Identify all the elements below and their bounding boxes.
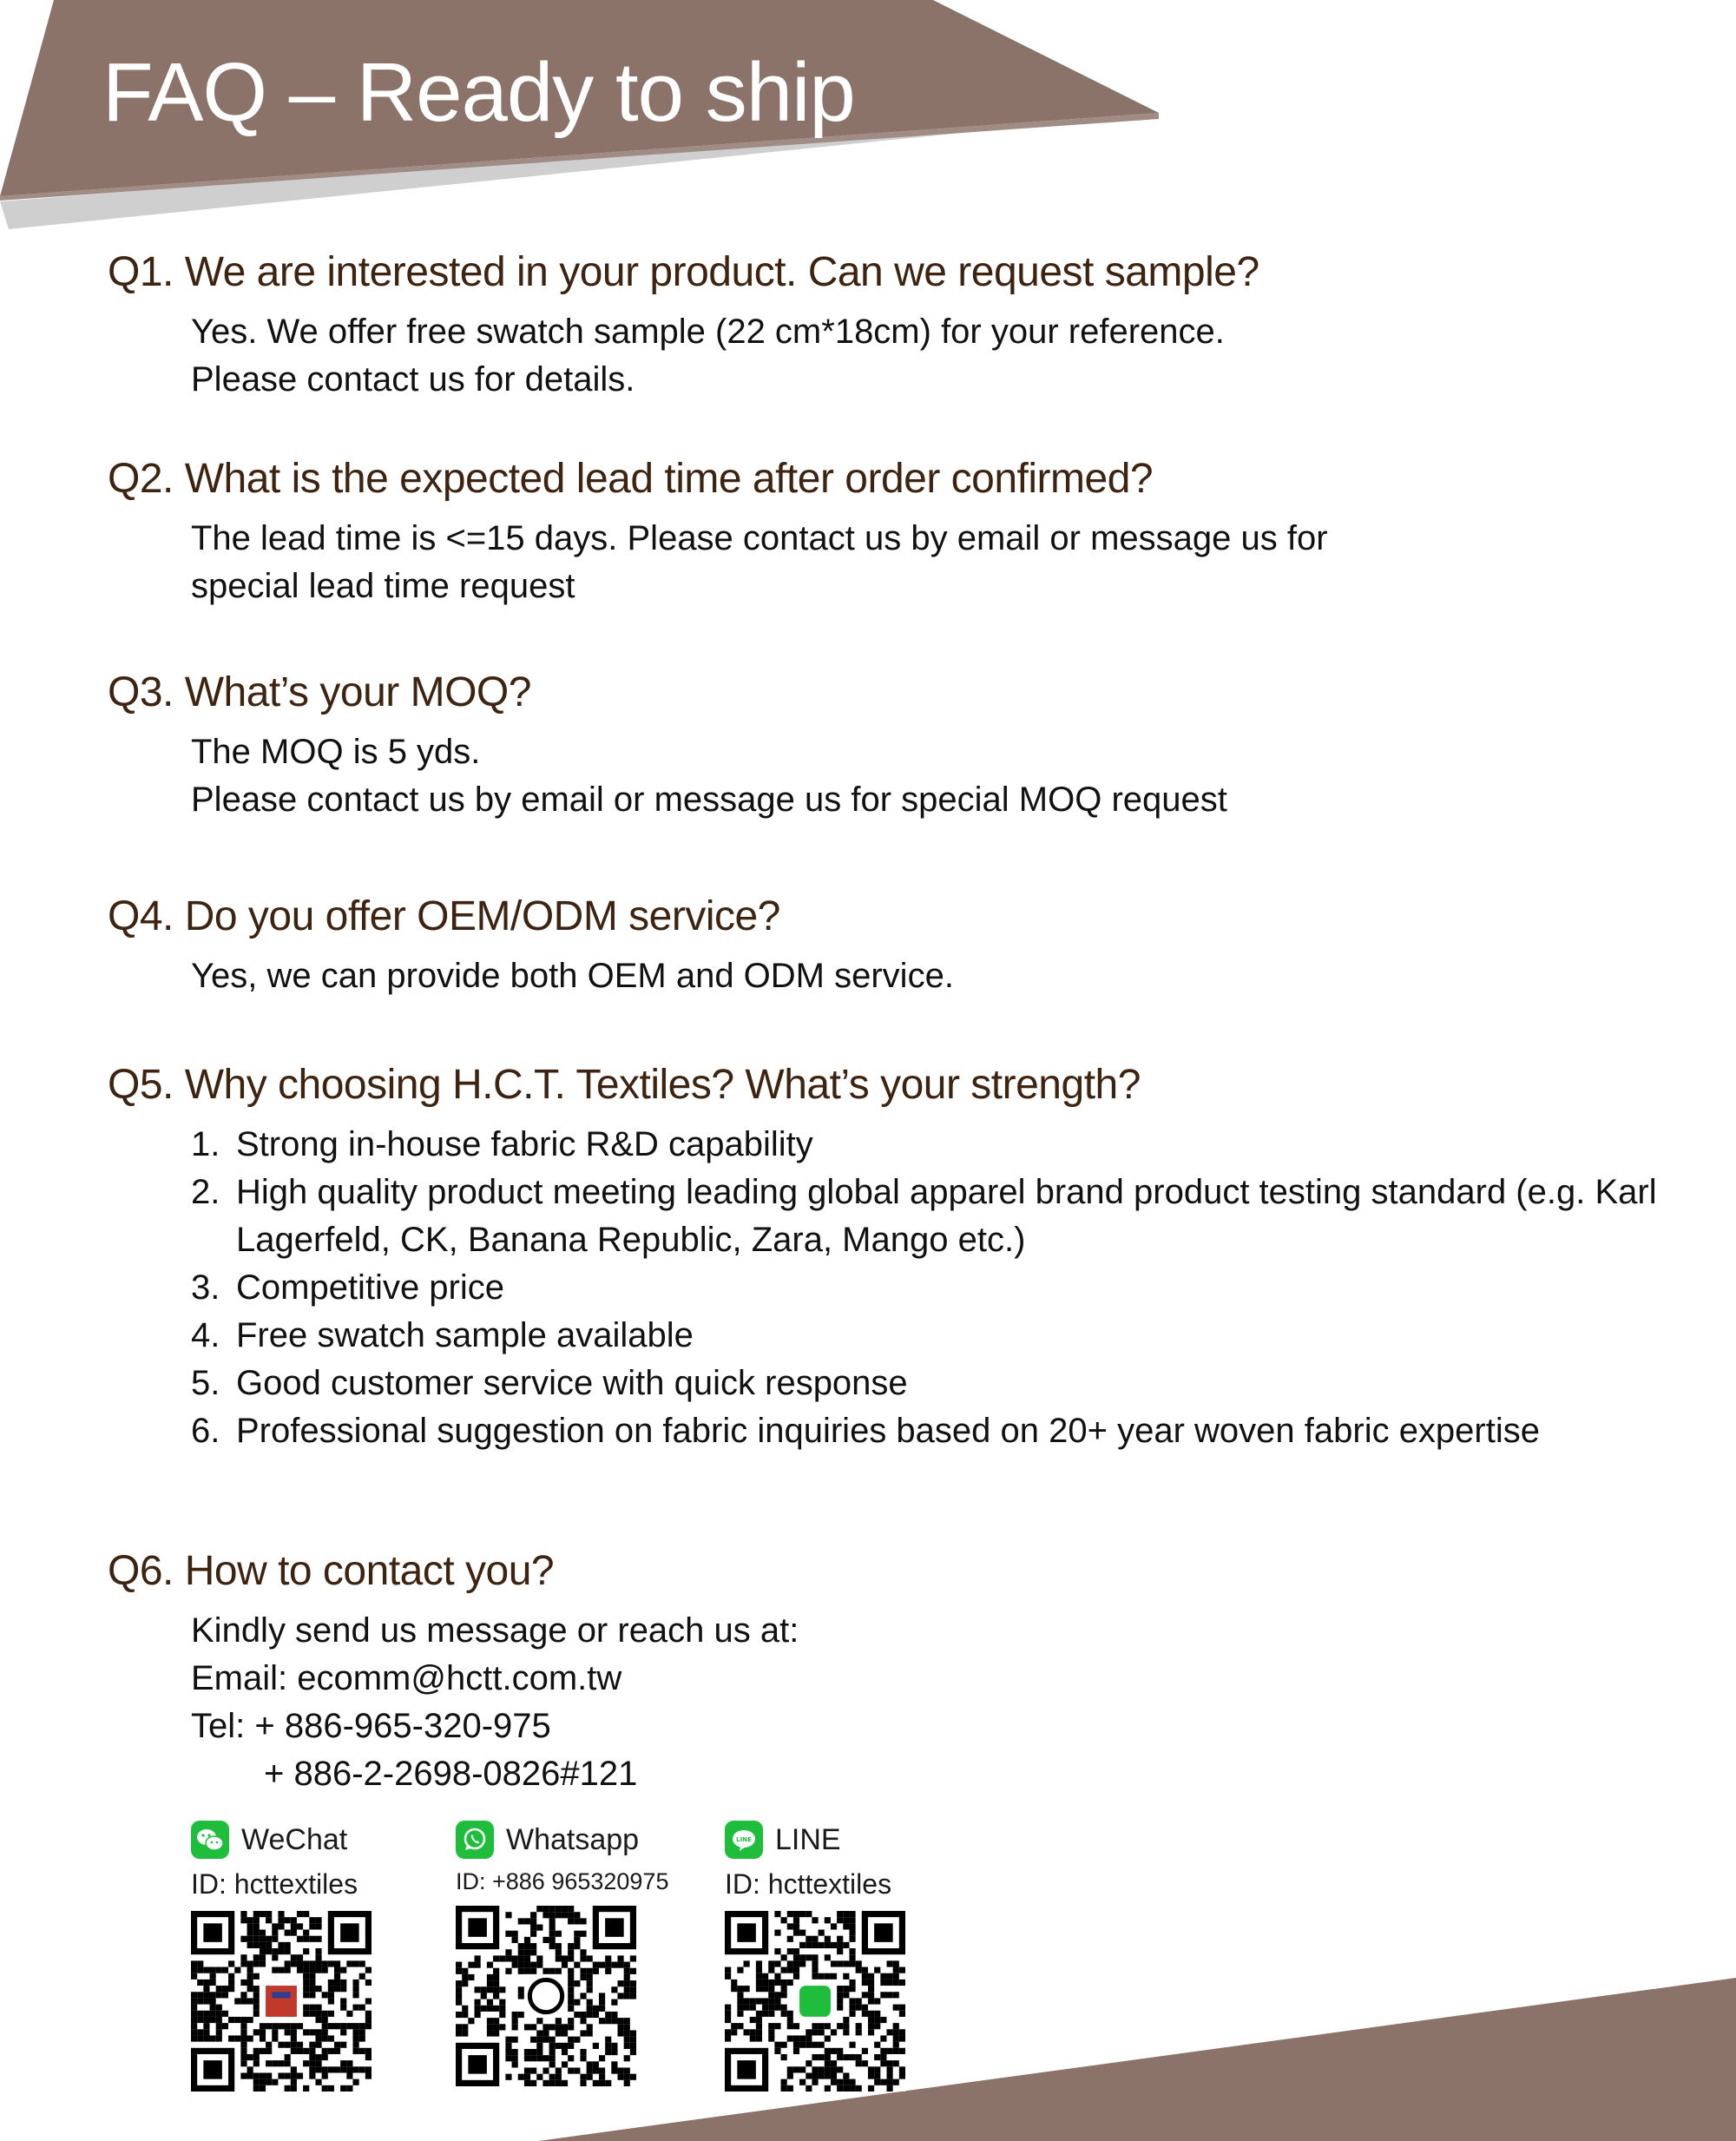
- app-wechat: [191, 1818, 434, 2092]
- list-item: [191, 1169, 1729, 1264]
- faq-item-q5: [108, 1061, 1729, 1455]
- list-item: [191, 1407, 1729, 1455]
- whatsapp-icon: [456, 1821, 494, 1859]
- messaging-apps: [191, 1818, 1059, 2078]
- list-text: Competitive price: [236, 1268, 505, 1307]
- app-whatsapp: [456, 1818, 699, 2086]
- faq-item-q4: [108, 893, 954, 1000]
- list-item: [191, 1360, 1729, 1407]
- wechat-icon: [191, 1821, 229, 1859]
- list-number: 5.: [191, 1364, 220, 1402]
- qr-code: [725, 1911, 905, 2092]
- list-number: 4.: [191, 1316, 220, 1354]
- question-heading: Q1. We are interested in your product. Can we request sample?: [108, 249, 1259, 295]
- list-text: High quality product meeting leading global apparel brand product testing standard (e.g. Karl Lagerfeld, CK, Banana Republic, Zara, Mango etc.): [236, 1173, 1657, 1259]
- list-text: Good customer service with quick response: [236, 1364, 908, 1402]
- answer-text: [191, 515, 1328, 610]
- answer-line: The lead time is <=15 days. Please contact us by email or message us for: [191, 519, 1328, 557]
- contact-tel: Tel: + 886-965-320-975: [191, 1707, 551, 1745]
- answer-line: Please contact us by email or message us for special MOQ request: [191, 781, 1227, 819]
- list-text: Strong in-house fabric R&D capability: [236, 1125, 813, 1163]
- question-heading: Q6. How to contact you?: [108, 1548, 555, 1594]
- list-item: [191, 1312, 1729, 1360]
- line-icon: [725, 1821, 763, 1859]
- answer-line: Yes. We offer free swatch sample (22 cm*18cm) for your reference.: [191, 313, 1225, 351]
- list-number: 2.: [191, 1173, 220, 1211]
- app-name: LINE: [775, 1822, 841, 1856]
- faq-item-q2: [108, 455, 1328, 610]
- list-item: [191, 1264, 1729, 1312]
- qr-code: [191, 1911, 372, 2092]
- answer-line: Please contact us for details.: [191, 360, 635, 399]
- question-heading: Q3. What’s your MOQ?: [108, 669, 531, 715]
- answer-line: Yes, we can provide both OEM and ODM service.: [191, 957, 954, 995]
- app-name: WeChat: [241, 1822, 348, 1856]
- contact-tel-secondary: + 886-2-2698-0826#121: [264, 1755, 638, 1793]
- app-name: Whatsapp: [506, 1822, 640, 1856]
- answer-text: [191, 952, 954, 1000]
- app-id: ID: +886 965320975: [456, 1868, 669, 1894]
- question-heading: Q4. Do you offer OEM/ODM service?: [108, 893, 780, 939]
- list-item: [191, 1121, 1729, 1169]
- answer-text: [191, 728, 1227, 824]
- page-title: FAQ – Ready to ship: [102, 46, 855, 139]
- app-line: [725, 1818, 968, 2092]
- list-text: Free swatch sample available: [236, 1316, 694, 1354]
- faq-item-q1: [108, 248, 1259, 404]
- contact-details: [191, 1607, 799, 1798]
- qr-code: [456, 1906, 636, 2086]
- list-text: Professional suggestion on fabric inquiries based on 20+ year woven fabric expertise: [236, 1412, 1540, 1450]
- faq-item-q6: [108, 1547, 799, 1798]
- app-id: ID: hcttextiles: [725, 1868, 892, 1900]
- answer-line: The MOQ is 5 yds.: [191, 733, 481, 771]
- answer-line: special lead time request: [191, 567, 575, 605]
- list-number: 1.: [191, 1125, 220, 1163]
- list-number: 3.: [191, 1268, 220, 1307]
- contact-email: Email: ecomm@hctt.com.tw: [191, 1659, 622, 1697]
- question-heading: Q2. What is the expected lead time after order confirmed?: [108, 456, 1154, 502]
- faq-item-q3: [108, 669, 1227, 824]
- app-id: ID: hcttextiles: [191, 1868, 358, 1900]
- strengths-list: [191, 1121, 1729, 1455]
- svg-text:LINE: LINE: [736, 1836, 752, 1843]
- contact-intro: Kindly send us message or reach us at:: [191, 1611, 799, 1650]
- answer-text: [191, 308, 1259, 404]
- question-heading: Q5. Why choosing H.C.T. Textiles? What’s your strength?: [108, 1062, 1141, 1108]
- list-number: 6.: [191, 1412, 220, 1450]
